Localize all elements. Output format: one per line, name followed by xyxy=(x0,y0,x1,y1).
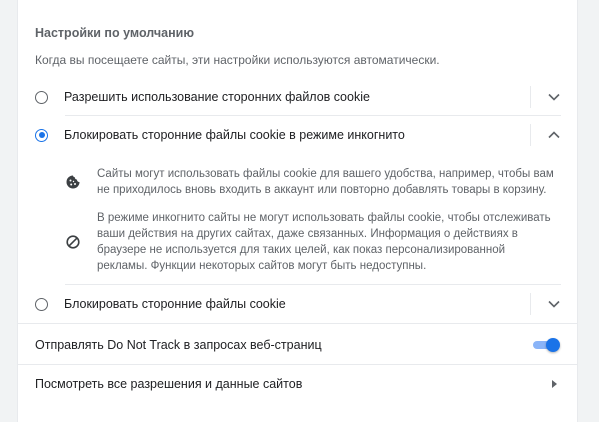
divider xyxy=(65,284,561,285)
section-title: Настройки по умолчанию xyxy=(35,26,195,40)
chevron-up-icon[interactable] xyxy=(547,128,561,142)
cookie-icon xyxy=(65,174,81,190)
option-block-third-party-incognito[interactable] xyxy=(35,124,561,146)
option-label: Блокировать сторонние файлы cookie в режиме инкогнито xyxy=(64,128,405,142)
divider xyxy=(18,364,577,365)
chevron-down-icon[interactable] xyxy=(547,297,561,311)
radio-allow-third-party[interactable] xyxy=(35,91,48,104)
radio-block-third-party[interactable] xyxy=(35,298,48,311)
detail-item xyxy=(65,210,555,274)
block-icon xyxy=(65,234,81,250)
do-not-track-toggle[interactable] xyxy=(533,338,559,352)
separator xyxy=(530,124,531,146)
do-not-track-label: Отправлять Do Not Track в запросах веб-страниц xyxy=(35,338,322,352)
separator xyxy=(530,86,531,108)
separator xyxy=(530,293,531,315)
detail-text: Сайты могут использовать файлы cookie для вашего удобства, например, чтобы вам не приходилось вновь входить в аккаунт или повторно добавлять товары в корзину. xyxy=(97,168,554,196)
chevron-down-icon[interactable] xyxy=(547,90,561,104)
toggle-knob xyxy=(546,338,560,352)
do-not-track-row[interactable] xyxy=(35,334,561,356)
option-label: Разрешить использование сторонних файлов cookie xyxy=(64,90,370,104)
site-permissions-label: Посмотреть все разрешения и данные сайтов xyxy=(35,377,303,391)
detail-text: В режиме инкогнито сайты не могут использовать файлы cookie, чтобы отслеживать ваши действия на других сайтах, даже связанных. Информация о действиях в браузере не используется для таких целей, как показ персонализированной рекламы. Функции некоторых сайтов могут быть недоступны. xyxy=(97,212,551,272)
divider xyxy=(65,115,561,116)
detail-item xyxy=(65,166,555,198)
radio-block-incognito[interactable] xyxy=(35,129,48,142)
option-allow-third-party-cookies[interactable] xyxy=(35,86,561,108)
cookie-settings-card xyxy=(18,0,577,422)
site-permissions-link[interactable] xyxy=(35,373,561,395)
divider xyxy=(18,323,577,324)
option-block-third-party-cookies[interactable] xyxy=(35,293,561,315)
option-label: Блокировать сторонние файлы cookie xyxy=(64,297,286,311)
section-description: Когда вы посещаете сайты, эти настройки используются автоматически. xyxy=(35,53,440,67)
arrow-right-icon[interactable] xyxy=(552,380,557,388)
